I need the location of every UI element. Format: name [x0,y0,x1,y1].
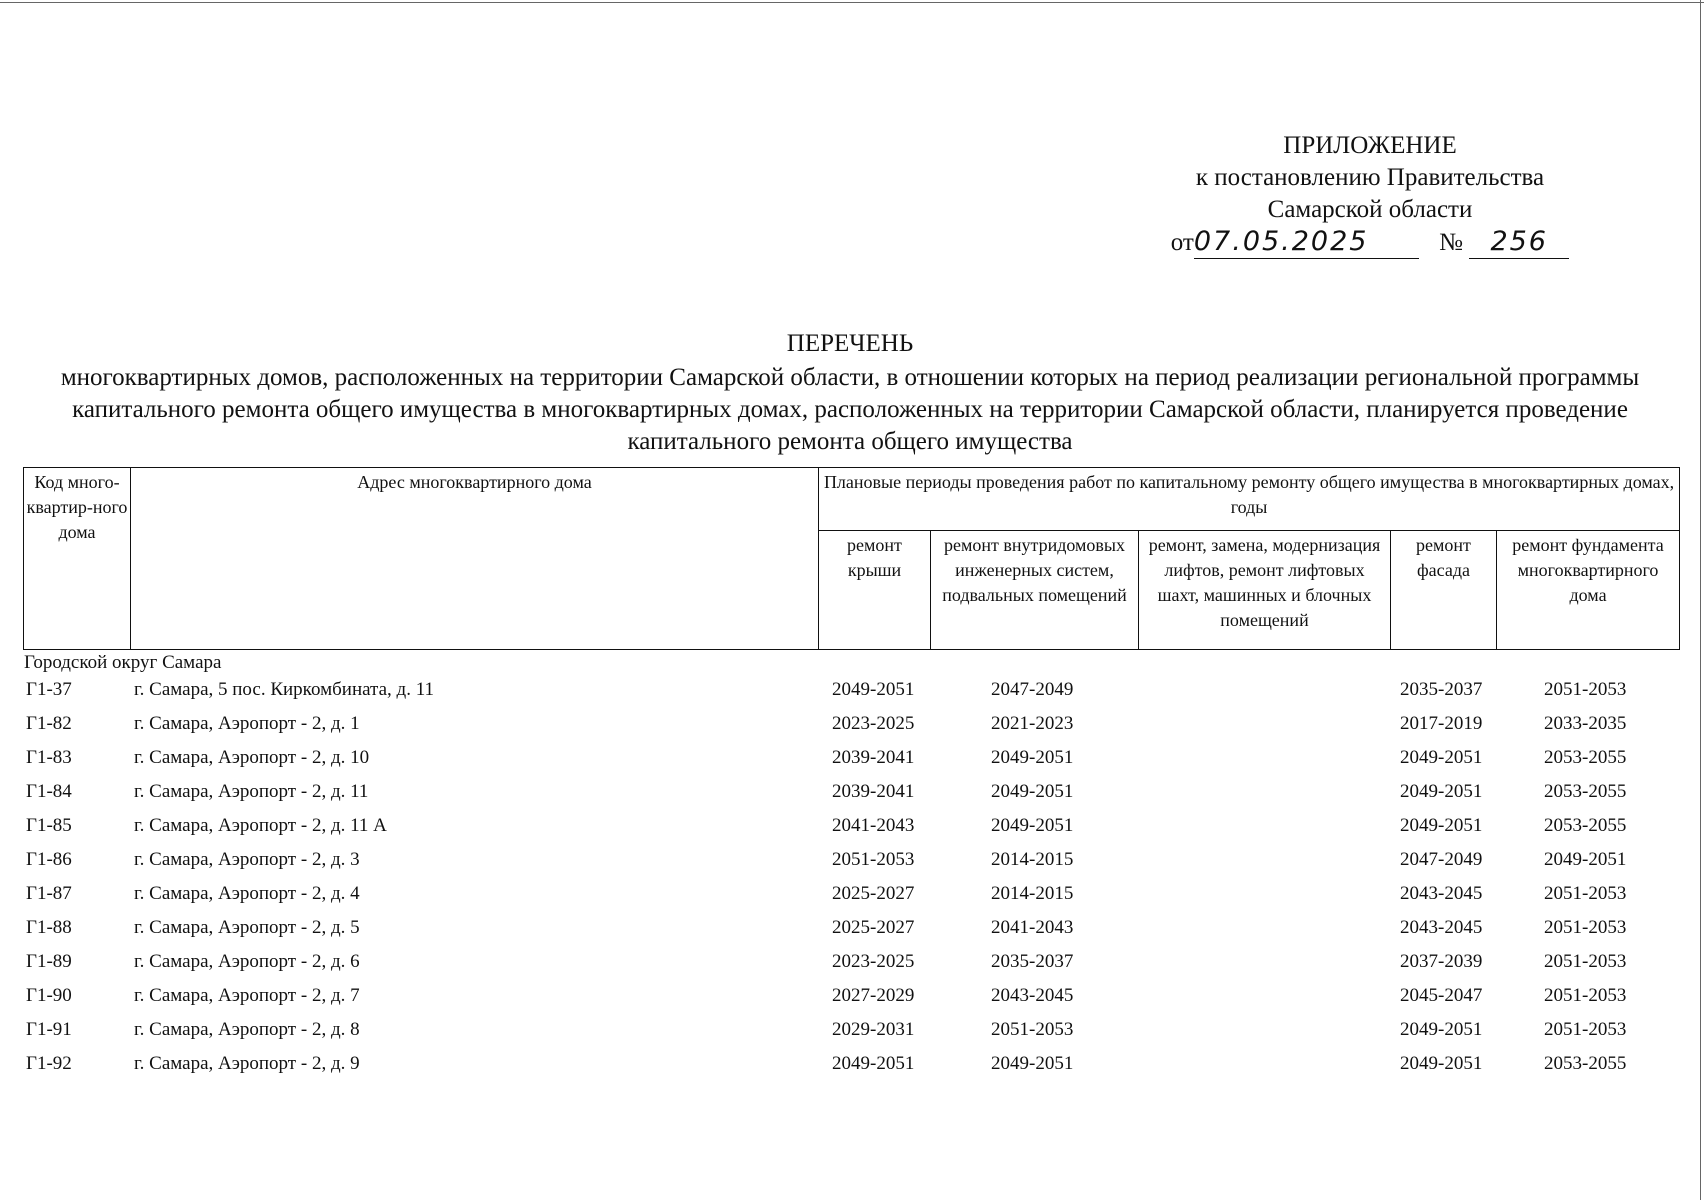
cell-engineering: 2047-2049 [991,679,1074,700]
cell-roof: 2041-2043 [832,815,915,836]
cell-address: г. Самара, Аэропорт - 2, д. 9 [134,1053,360,1074]
cell-facade: 2049-2051 [1400,1053,1483,1074]
cell-foundation: 2051-2053 [1544,951,1627,972]
table-row [24,778,1680,812]
document-title: ПЕРЕЧЕНЬ [786,330,914,357]
cell-facade: 2037-2039 [1400,951,1483,972]
cell-roof: 2025-2027 [832,883,915,904]
cell-engineering: 2014-2015 [991,849,1074,870]
cell-code: Г1-87 [26,883,72,904]
cell-engineering: 2041-2043 [991,917,1074,938]
header-code: Код много-квартир-ного дома [24,468,131,650]
cell-roof: 2027-2029 [832,985,915,1006]
cell-address: г. Самара, Аэропорт - 2, д. 5 [134,917,360,938]
table-row [24,846,1680,880]
cell-facade: 2049-2051 [1400,747,1483,768]
cell-roof: 2039-2041 [832,747,915,768]
cell-engineering: 2021-2023 [991,713,1074,734]
cell-code: Г1-90 [26,985,72,1006]
approval-line-region: Самарской области [1267,196,1473,223]
cell-foundation: 2053-2055 [1544,1053,1627,1074]
district-label: Городской округ Самара [24,652,222,673]
cell-foundation: 2033-2035 [1544,713,1627,734]
cell-facade: 2043-2045 [1400,917,1483,938]
approval-date: 07.05.2025 [1194,226,1419,259]
number-prefix: № [1439,229,1463,256]
table-row [24,812,1680,846]
cell-foundation: 2049-2051 [1544,849,1627,870]
cell-address: г. Самара, 5 пос. Киркомбината, д. 11 [134,679,434,700]
approval-line-resolution: к постановлению Правительства [1195,164,1545,191]
table-row [24,1016,1680,1050]
header-periods: Плановые периоды проведения работ по капитальному ремонту общего имущества в многоквартирных домах, годы [819,468,1680,531]
cell-roof: 2029-2031 [832,1019,915,1040]
cell-engineering: 2049-2051 [991,747,1074,768]
cell-address: г. Самара, Аэропорт - 2, д. 10 [134,747,370,768]
cell-facade: 2047-2049 [1400,849,1483,870]
table-row [24,880,1680,914]
cell-facade: 2017-2019 [1400,713,1483,734]
cell-address: г. Самара, Аэропорт - 2, д. 8 [134,1019,360,1040]
approval-number: 256 [1469,226,1569,259]
cell-roof: 2023-2025 [832,951,915,972]
header-roof: ремонт крыши [819,530,931,649]
header-lift: ремонт, замена, модернизация лифтов, ремонт лифтовых шахт, машинных и блочных помещений [1139,530,1391,649]
table-row [24,948,1680,982]
cell-address: г. Самара, Аэропорт - 2, д. 6 [134,951,360,972]
table-row [24,914,1680,948]
cell-foundation: 2053-2055 [1544,815,1627,836]
cell-foundation: 2051-2053 [1544,679,1627,700]
cell-foundation: 2053-2055 [1544,747,1627,768]
cell-facade: 2045-2047 [1400,985,1483,1006]
cell-roof: 2051-2053 [832,849,915,870]
cell-code: Г1-91 [26,1019,72,1040]
cell-engineering: 2049-2051 [991,781,1074,802]
cell-code: Г1-82 [26,713,72,734]
table-row [24,744,1680,778]
table-header [23,467,1680,650]
header-engineering: ремонт внутридомовых инженерных систем, подвальных помещений [931,530,1139,649]
cell-roof: 2049-2051 [832,1053,915,1074]
cell-roof: 2039-2041 [832,781,915,802]
cell-foundation: 2051-2053 [1544,1019,1627,1040]
cell-engineering: 2043-2045 [991,985,1074,1006]
document-subtitle: многоквартирных домов, расположенных на территории Самарской области, в отношении которых на период реализации региональной программы капитального ремонта общего имущества в многоквартирных домах, расположенных на территории Самарской области, планируется проведение капитального ремонта общего имущества [60,364,1640,455]
cell-facade: 2049-2051 [1400,1019,1483,1040]
header-facade: ремонт фасада [1391,530,1497,649]
cell-address: г. Самара, Аэропорт - 2, д. 11 [134,781,369,802]
cell-facade: 2049-2051 [1400,815,1483,836]
cell-code: Г1-86 [26,849,72,870]
date-prefix: от [1170,229,1194,256]
scan-edge-right [1700,0,1701,1200]
cell-foundation: 2051-2053 [1544,883,1627,904]
table-row [24,982,1680,1016]
cell-roof: 2025-2027 [832,917,915,938]
cell-foundation: 2053-2055 [1544,781,1627,802]
approval-date-line [1150,226,1590,259]
header-address: Адрес многоквартирного дома [131,468,819,650]
cell-engineering: 2014-2015 [991,883,1074,904]
cell-code: Г1-37 [26,679,72,700]
cell-address: г. Самара, Аэропорт - 2, д. 7 [134,985,360,1006]
cell-address: г. Самара, Аэропорт - 2, д. 11 А [134,815,387,836]
cell-code: Г1-83 [26,747,72,768]
cell-address: г. Самара, Аэропорт - 2, д. 4 [134,883,360,904]
approval-title: ПРИЛОЖЕНИЕ [1283,132,1457,159]
cell-code: Г1-85 [26,815,72,836]
cell-facade: 2043-2045 [1400,883,1483,904]
cell-code: Г1-88 [26,917,72,938]
cell-engineering: 2035-2037 [991,951,1074,972]
cell-code: Г1-84 [26,781,72,802]
table-row [24,676,1680,710]
header-foundation: ремонт фундамента многоквартирного дома [1497,530,1680,649]
cell-foundation: 2051-2053 [1544,985,1627,1006]
cell-facade: 2049-2051 [1400,781,1483,802]
approval-block [1150,130,1590,259]
cell-code: Г1-89 [26,951,72,972]
table-row [24,1050,1680,1084]
table-body [24,676,1680,1084]
table-row [24,710,1680,744]
cell-foundation: 2051-2053 [1544,917,1627,938]
cell-roof: 2049-2051 [832,679,915,700]
cell-engineering: 2049-2051 [991,1053,1074,1074]
cell-facade: 2035-2037 [1400,679,1483,700]
cell-code: Г1-92 [26,1053,72,1074]
cell-address: г. Самара, Аэропорт - 2, д. 3 [134,849,360,870]
cell-engineering: 2051-2053 [991,1019,1074,1040]
cell-roof: 2023-2025 [832,713,915,734]
cell-address: г. Самара, Аэропорт - 2, д. 1 [134,713,360,734]
scan-edge-top [0,2,1704,3]
cell-engineering: 2049-2051 [991,815,1074,836]
